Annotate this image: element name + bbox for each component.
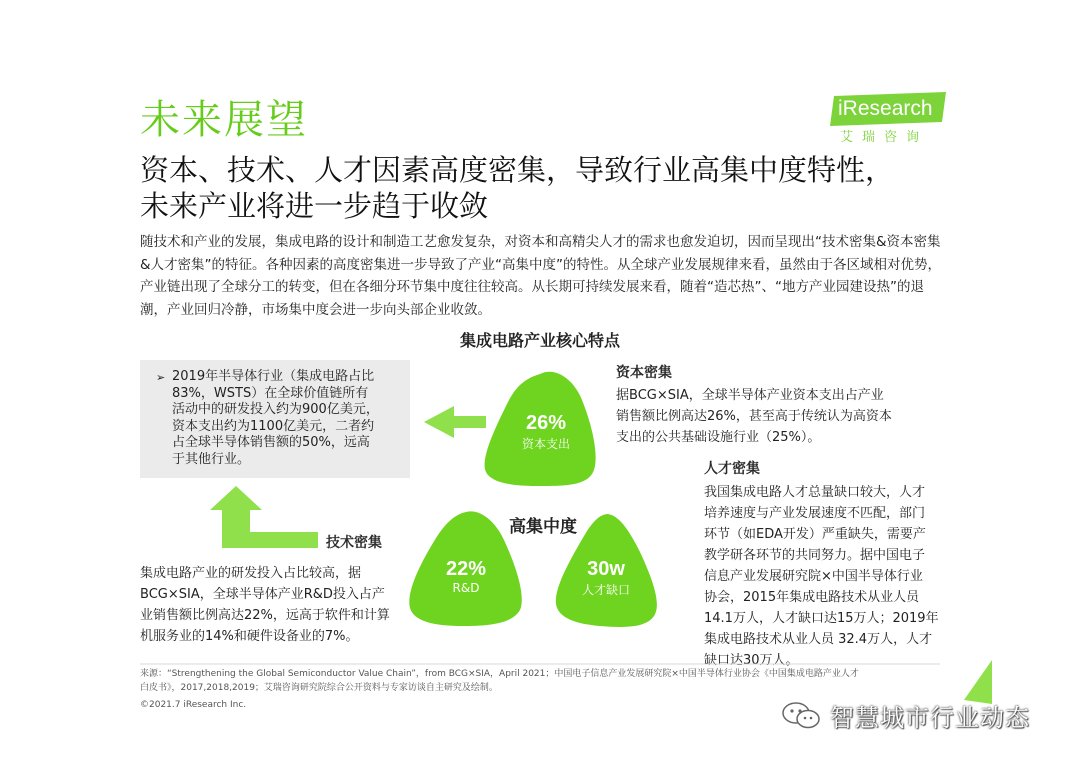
capital-line: 销售额比例高达26%，甚至高于传统认为高资本: [616, 409, 892, 424]
source-line: 来源：“Strengthening the Global Semiconductor Value Chain”，from BCG×SIA，April 2021；中国电子信息产业发展研究院×中国半导体行业协会《中国集成电路产业人才: [140, 669, 859, 679]
summary-line: 2019年半导体行业（集成电路占比: [172, 369, 375, 384]
watermark-text: 智慧城市行业动态: [830, 704, 1030, 732]
intro-paragraph: 随技术和产业的发展，集成电路的设计和制造工艺愈发复杂，对资本和高精尖人才的需求也愈发迫切，因而呈现出“技术密集&资本密集&人才密集”的特征。各种因素的高度密集进一步导致了产业“高集中度”的特性。从全球产业发展规律来看，虽然由于各区域相对优势，产业链出现了全球分工的转变，但在各细分环节集中度往往较高。从长期可持续发展来看，随着“造芯热”、“地方产业园建设热”的退潮，产业回归冷静，市场集中度会进一步向头部企业收敛。: [140, 234, 942, 318]
copyright: ©2021.7 iResearch Inc.: [140, 700, 247, 710]
capital-tag: 资本密集: [616, 365, 672, 381]
talent-line: 培养速度与产业发展速度不匹配，部门: [704, 506, 926, 521]
talent-line: 教学研各环节的共同努力。据中国电子: [704, 548, 926, 563]
tech-line: 集成电路产业的研发投入占比较高，据: [140, 566, 362, 581]
tech-line: BCG×SIA，全球半导体产业R&D投入占产: [140, 587, 385, 602]
talent-line: 信息产业发展研究院×中国半导体行业: [704, 569, 923, 584]
logo-subtitle: 艾瑞咨询: [840, 130, 929, 145]
tech-label: R&D: [452, 581, 480, 595]
talent-tag: 人才密集: [704, 461, 760, 477]
headline-line-1: 资本、技术、人才因素高度密集，导致行业高集中度特性，: [140, 153, 895, 187]
diagram-title: 集成电路产业核心特点: [459, 331, 620, 350]
capital-label: 资本支出: [521, 437, 570, 451]
capital-line: 支出的公共基础设施行业（25%）。: [616, 430, 821, 445]
wechat-icon: [780, 700, 824, 734]
talent-line: 缺口达30万人。: [704, 653, 799, 668]
capital-line: 据BCG×SIA，全球半导体产业资本支出占产业: [616, 388, 884, 403]
logo-wordmark: iResearch: [838, 97, 933, 120]
section-title: 未来展望: [140, 97, 308, 143]
headline-line-2: 未来产业将进一步趋于收敛: [140, 189, 489, 223]
tech-value: 22%: [445, 558, 487, 580]
bullet-arrow-icon: ➢: [156, 371, 166, 384]
summary-line: 于其他行业。: [172, 451, 251, 467]
talent-value: 30w: [587, 558, 625, 580]
talent-line: 14.1万人，人才缺口达15万人；2019年: [704, 611, 939, 626]
center-label: 高集中度: [509, 517, 577, 537]
talent-line: 集成电路技术从业人员 32.4万人，人才: [704, 632, 933, 647]
tech-line: 机服务业的14%和硬件设备业的7%。: [140, 629, 359, 644]
talent-label: 人才缺口: [581, 583, 630, 597]
summary-line: 资本支出约为1100亿美元，二者约: [172, 418, 375, 434]
source-line: 白皮书》，2017,2018,2019；艾瑞咨询研究院综合公开资料与专家访谈自主研究及绘制。: [140, 683, 498, 693]
summary-line: 83%，WSTS）在全球价值链所有: [172, 385, 369, 401]
summary-line: 活动中的研发投入约为900亿美元，: [172, 402, 379, 417]
summary-line: 占全球半导体销售额的50%，远高: [172, 435, 370, 450]
tech-line: 业销售额比例高达22%，远高于软件和计算: [140, 608, 390, 623]
capital-value: 26%: [525, 412, 567, 434]
talent-line: 协会，2015年集成电路技术从业人员: [704, 590, 920, 605]
talent-line: 环节（如EDA开发）严重缺失，需要产: [704, 527, 926, 542]
tech-tag: 技术密集: [326, 535, 382, 551]
talent-line: 我国集成电路人才总量缺口较大，人才: [704, 485, 926, 500]
